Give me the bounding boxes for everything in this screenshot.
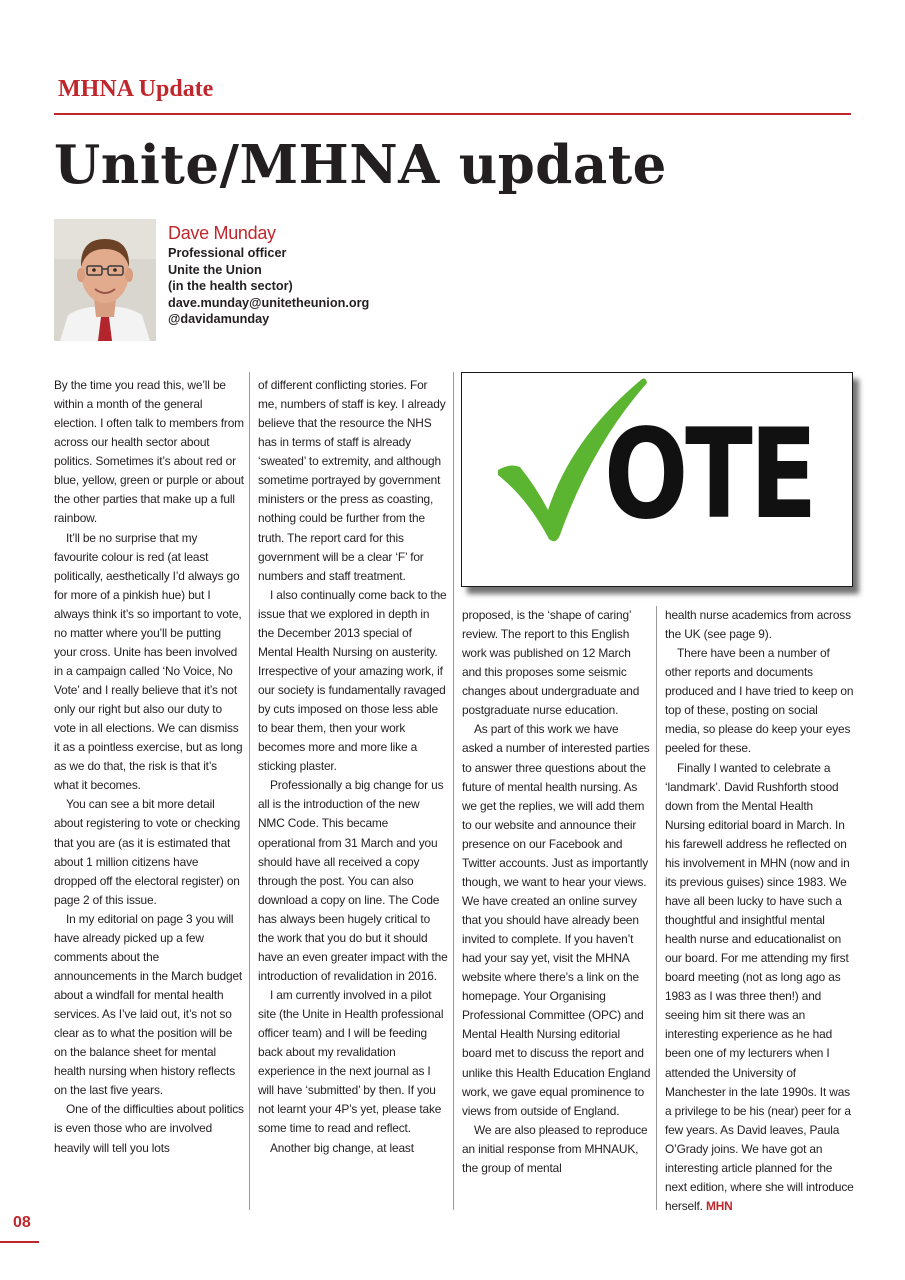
paragraph: There have been a number of other reports and documents produced and I have tried to keep on top of these, posting on social media, so please do keep your eyes peeled for these. <box>665 646 854 756</box>
paragraph: By the time you read this, we’ll be within a month of the general election. I often talk to members from across our health sector about politics. Sometimes it’s about red or blue, yellow, green or purple or about the other parties that make up a full rainbow. <box>54 378 244 526</box>
article-column-4 <box>665 606 855 1216</box>
vote-word: OTE <box>604 403 815 547</box>
paragraph: proposed, is the ‘shape of caring’ review. The report to this English work was published on 12 March and this proposes some seismic changes about undergraduate and postgraduate nurse education. <box>462 608 640 718</box>
page-title: Unite/MHNA update <box>54 134 667 196</box>
mhn-sign-off: MHN <box>705 1198 733 1213</box>
author-email[interactable]: dave.munday@unitetheunion.org <box>168 295 370 310</box>
paragraph: I am currently involved in a pilot site (the Unite in Health professional officer team) and I will be feeding back about my revalidation experience in the next journal as I will have ‘submitted’ by then. If you not learnt your 4P’s yet, please take some time to read and reflect. <box>258 988 444 1136</box>
paragraph: One of the difficulties about politics is even those who are involved heavily will tell you lots <box>54 1102 244 1155</box>
paragraph: I also continually come back to the issue that we explored in depth in the December 2013 special of Mental Health Nursing on austerity. Irrespective of your amazing work, if our society is fundamentally ravaged by cuts imposed on those less able to bear them, then your work becomes more and more like a sticking plaster. <box>258 587 447 774</box>
paragraph: Professionally a big change for us all is the introduction of the new NMC Code. This became operational from 31 March and you should have all received a copy through the post. You can also download a copy on line. The Code has always been hugely critical to the work that you do but it should have an even greater impact with the introduction of revalidation in 2016. <box>258 778 448 983</box>
page-number: 08 <box>13 1214 31 1231</box>
paragraph: Another big change, at least <box>270 1140 414 1155</box>
vote-image <box>461 372 853 587</box>
paragraph: You can see a bit more detail about registering to vote or checking that you are (as it is estimated that about 1 million citizens have dropped off the electoral register) on page 2 of this issue. <box>54 797 241 907</box>
author-sector: (in the health sector) <box>168 279 293 294</box>
article-column-2 <box>258 376 448 1158</box>
author-byline <box>168 222 369 328</box>
paragraph: of different conflicting stories. For me, numbers of staff is key. I already believe that the resource the NHS has in terms of staff is already ‘sweated’ to extremity, and although sometime portrayed by government ministers or the press as coasting, nothing could be further from the truth. The report card for this government will be a clear ‘F’ for numbers and staff treatment. <box>258 378 446 583</box>
paragraph: We are also pleased to reproduce an initial response from MHNAUK, the group of mental <box>462 1122 648 1175</box>
paragraph-text: Finally I wanted to celebrate a ‘landmark’. David Rushforth stood down from the Mental Health Nursing editorial board in March. In his farewell address he reflected on his involvement in MHN (now and in its previous guises) since 1983. We have all been lucky to have such a thoughtful and insightful mental health nurse and educationalist on our board. For me attending my first board meeting (not as long ago as 1983 as I was three then!) and seeing him sit there was an interesting experience as he had been one of my lecturers when I attended the University of Manchester in the late 1990s. It was a privilege to be his (near) peer for a few years. As David leaves, Paula O’Grady joins. We have got an interesting article planned for the next edition, where she will introduce herself. <box>665 760 854 1213</box>
paragraph: It’ll be no surprise that my favourite colour is red (at least politically, aesthetically I’d always go for more of a pinkish hue) but I always think it’s so important to vote, no matter where you’ll be putting your cross. Unite has been involved in a campaign called ‘No Voice, No Vote’ and I really believe that it’s not only our right but also our duty to vote in all elections. We can dismiss it as a pointless exercise, but as long as we do that, the risk is that it’s what it becomes. <box>54 530 243 793</box>
article-column-3 <box>462 606 652 1178</box>
author-role: Professional officer <box>168 246 287 260</box>
paragraph-final <box>665 759 855 1217</box>
column-divider <box>249 372 250 1210</box>
paragraph: health nurse academics from across the UK (see page 9). <box>665 608 851 642</box>
page-number-rule <box>0 1241 39 1243</box>
author-name: Dave Munday <box>168 223 276 243</box>
author-portrait-illustration <box>54 219 156 341</box>
section-divider <box>54 113 851 115</box>
column-divider <box>656 606 657 1210</box>
paragraph: As part of this work we have asked a number of interested parties to answer three questions about the future of mental health nursing. As we get the replies, we will add them to our website and announce their presence on our Facebook and Twitter accounts. Just as importantly though, we want to hear your views. We have created an online survey that you should have already been invited to complete. If you haven’t had your say yet, visit the MHNA website where there’s a link on the homepage. Your Organising Professional Committee (OPC) and Mental Health Nursing editorial board met to discuss the report and unlike this Health Education England work, we gave equal prominence to views from outside of England. <box>462 722 651 1118</box>
section-label: MHNA Update <box>58 76 214 102</box>
author-photo <box>54 219 156 341</box>
article-column-1 <box>54 376 244 1158</box>
author-organisation: Unite the Union <box>168 262 262 277</box>
column-divider <box>453 372 454 1210</box>
paragraph: In my editorial on page 3 you will have already picked up a few comments about the announcements in the March budget about a windfall for mental health services. As I’ve laid out, it’s not so clear as to what the position will be on the balance sheet for mental health nursing when history reflects on the last five years. <box>54 911 243 1098</box>
author-twitter-handle[interactable]: @davidamunday <box>168 312 270 327</box>
